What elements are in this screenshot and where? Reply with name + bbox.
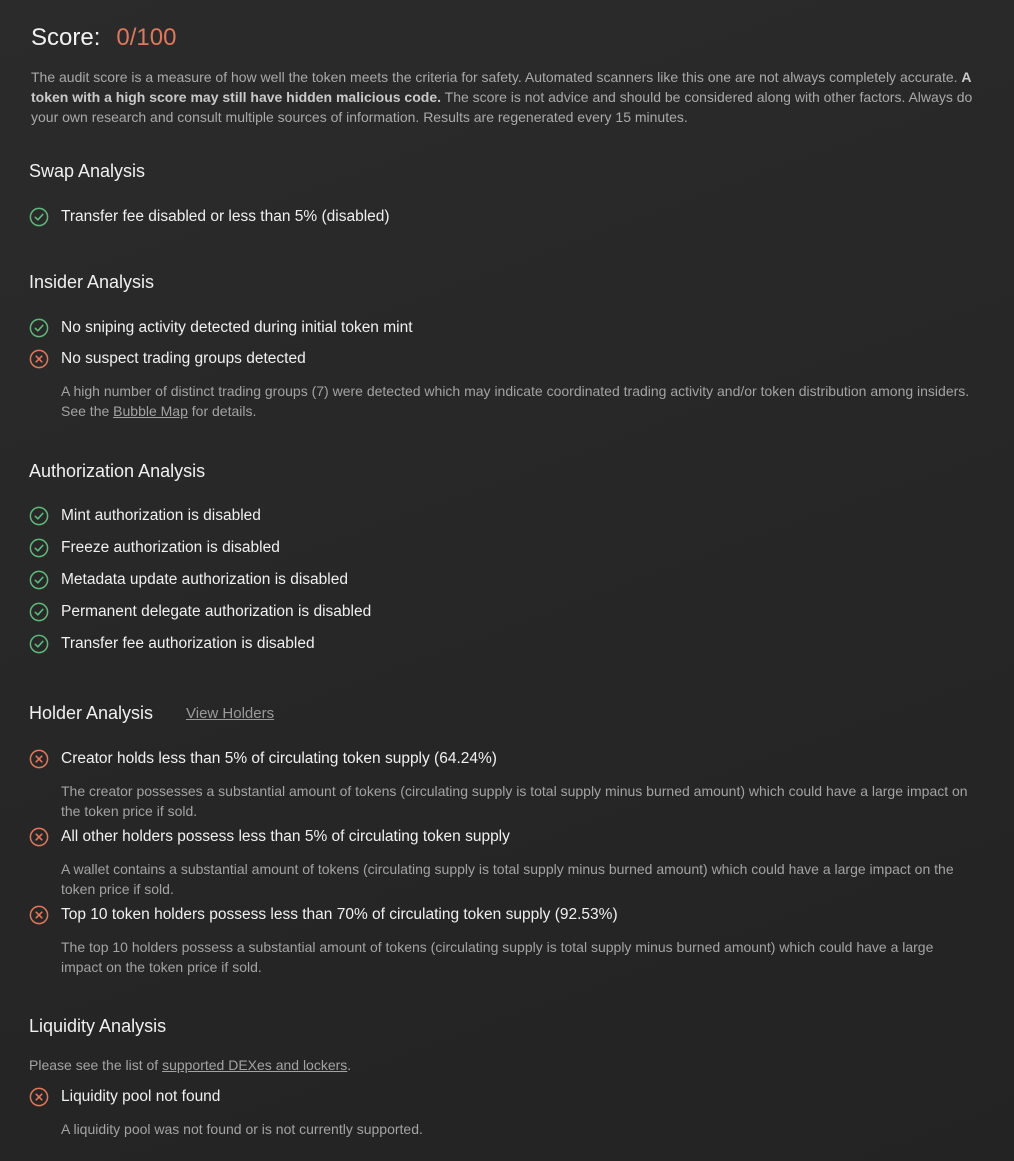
check-item [29, 570, 348, 590]
check-label: Top 10 token holders possess less than 70% of circulating token supply (92.53%) [61, 906, 618, 923]
check-item [29, 827, 510, 847]
liquidity-analysis-title: Liquidity Analysis [29, 1016, 167, 1036]
x-circle-icon [29, 1087, 49, 1107]
insider-analysis-title: Insider Analysis [29, 272, 155, 292]
check-circle-icon [29, 634, 49, 654]
check-circle-icon [29, 570, 49, 590]
check-item [29, 602, 371, 622]
check-item [29, 207, 390, 227]
check-label: Liquidity pool not found [61, 1088, 221, 1105]
check-description [61, 381, 986, 421]
disclaimer-text-end: The score is not advice and should be considered along with other factors. Always do your own research and consult multiple sources of information. Results are regenerated every 15 minutes. [31, 89, 973, 125]
view-holders-link[interactable]: View Holders [186, 705, 275, 722]
check-item [29, 905, 618, 925]
check-circle-icon [29, 318, 49, 338]
check-label: Mint authorization is disabled [61, 507, 261, 524]
description-text-end: for details. [187, 403, 257, 419]
check-label: No suspect trading groups detected [61, 350, 306, 367]
check-label: Creator holds less than 5% of circulating token supply (64.24%) [61, 750, 497, 767]
score-row [31, 24, 176, 52]
check-description: A wallet contains a substantial amount of tokens (circulating supply is total supply minus burned amount) which could have a large impact on the token price if sold. [61, 861, 954, 897]
check-label: Freeze authorization is disabled [61, 539, 280, 556]
check-label: No sniping activity detected during initial token mint [61, 319, 413, 336]
check-label: Transfer fee disabled or less than 5% (disabled) [61, 208, 390, 225]
check-item [29, 1087, 220, 1107]
description-text: A high number of distinct trading groups (7) were detected which may indicate coordinated trading activity and/or token distribution among insiders. See the [61, 383, 970, 419]
check-description: The creator possesses a substantial amount of tokens (circulating supply is total supply minus burned amount) which could have a large impact on the token price if sold. [61, 783, 968, 819]
swap-analysis-title: Swap Analysis [29, 161, 146, 181]
score-label: Score: [31, 24, 101, 51]
check-item [29, 538, 280, 558]
note-text: Please see the list of [29, 1057, 163, 1073]
check-item [29, 749, 497, 769]
authorization-analysis-title: Authorization Analysis [29, 461, 206, 481]
check-circle-icon [29, 506, 49, 526]
check-description: A liquidity pool was not found or is not currently supported. [61, 1121, 423, 1137]
audit-disclaimer [31, 67, 979, 127]
check-item [29, 634, 315, 654]
check-item [29, 349, 306, 369]
check-circle-icon [29, 538, 49, 558]
holder-analysis-title: Holder Analysis [29, 703, 154, 723]
check-item [29, 506, 261, 526]
x-circle-icon [29, 349, 49, 369]
check-label: Permanent delegate authorization is disabled [61, 603, 372, 620]
note-text-end: . [347, 1057, 352, 1073]
check-label: All other holders possess less than 5% of circulating token supply [61, 828, 510, 845]
supported-dexes-link[interactable]: supported DEXes and lockers [162, 1057, 348, 1073]
bubble-map-link[interactable]: Bubble Map [113, 403, 188, 419]
check-item [29, 318, 413, 338]
x-circle-icon [29, 905, 49, 925]
score-value: 0/100 [116, 24, 177, 51]
disclaimer-text: The audit score is a measure of how well the token meets the criteria for safety. Automated scanners like this one are not always completely accurate. [31, 69, 962, 85]
liquidity-note [29, 1055, 351, 1075]
check-circle-icon [29, 602, 49, 622]
check-description: The top 10 holders possess a substantial amount of tokens (circulating supply is total supply minus burned amount) which could have a large impact on the token price if sold. [61, 939, 934, 975]
check-label: Transfer fee authorization is disabled [61, 635, 315, 652]
check-label: Metadata update authorization is disabled [61, 571, 348, 588]
disclaimer-warning: A token with a high score may still have hidden malicious code. [31, 69, 972, 105]
x-circle-icon [29, 749, 49, 769]
x-circle-icon [29, 827, 49, 847]
check-circle-icon [29, 207, 49, 227]
